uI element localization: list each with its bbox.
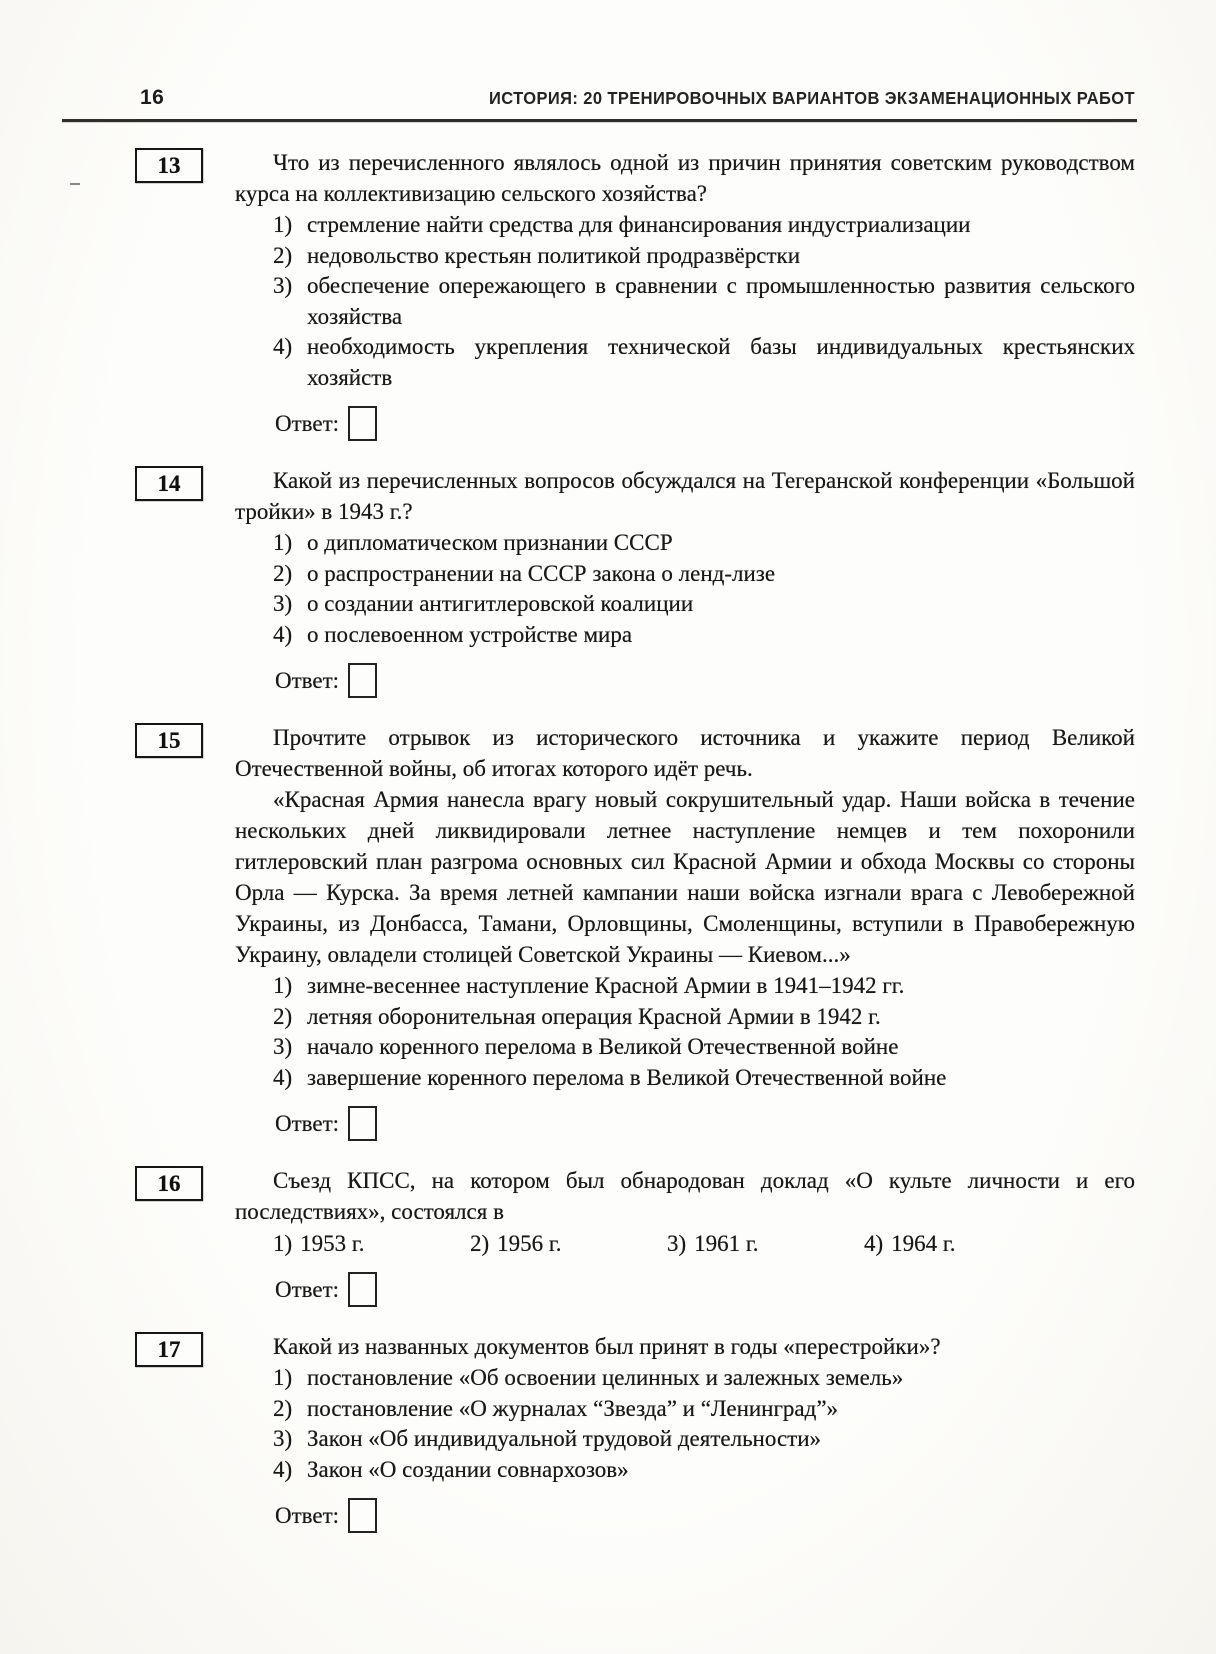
answer-label: Ответ: xyxy=(275,1502,340,1528)
option-text: о создании антигитлеровской коалиции xyxy=(307,591,694,616)
question-17 xyxy=(157,1331,1135,1535)
option-text: обеспечение опережающего в сравнении с промышленностью развития сельского хозяйства xyxy=(307,273,1135,329)
options-list xyxy=(235,1363,1135,1485)
answer-row xyxy=(275,660,1135,700)
answer-box-q14[interactable] xyxy=(348,663,377,698)
option-text: 1953 г. xyxy=(300,1231,365,1256)
option-2 xyxy=(235,1394,1135,1425)
option-3 xyxy=(235,589,1135,620)
scan-artifact xyxy=(70,183,80,185)
question-text: Что из перечисленного являлось одной из причин принятия советским руководством курса на коллективизацию сельского хозяйства? xyxy=(235,150,1135,206)
answer-label: Ответ: xyxy=(275,667,340,693)
option-number: 1) xyxy=(273,1365,293,1390)
answer-row xyxy=(275,403,1135,443)
option-text: о дипломатическом признании СССР xyxy=(307,530,673,555)
option-number: 3) xyxy=(273,273,293,298)
question-text: Съезд КПСС, на котором был обнародован доклад «О культе личности и его последствиях», состоялся в xyxy=(235,1168,1135,1224)
answer-box-q17[interactable] xyxy=(348,1498,377,1533)
option-3 xyxy=(235,1032,1135,1063)
answer-box-q13[interactable] xyxy=(348,406,377,441)
options-list xyxy=(235,971,1135,1093)
question-number-box xyxy=(135,723,203,758)
option-1 xyxy=(235,1363,1135,1394)
option-number: 2) xyxy=(273,1395,293,1421)
option-number: 1) xyxy=(273,212,293,237)
option-1 xyxy=(235,528,1135,559)
option-number: 2) xyxy=(470,1231,490,1256)
question-16 xyxy=(157,1165,1135,1309)
option-4 xyxy=(235,1455,1135,1486)
answer-row xyxy=(275,1103,1135,1143)
option-text: зимне-весеннее наступление Красной Армии в 1941–1942 гг. xyxy=(307,973,905,998)
question-number: 16 xyxy=(157,1171,181,1196)
option-text: Закон «О создании совнархозов» xyxy=(307,1456,629,1482)
option-3 xyxy=(235,271,1135,332)
answer-row xyxy=(275,1269,1135,1309)
question-text: Какой из перечисленных вопросов обсуждался на Тегеранской конференции «Большой тройки» в 1943 г.? xyxy=(235,468,1135,524)
question-number: 13 xyxy=(157,153,181,178)
option-4 xyxy=(235,1063,1135,1094)
answer-box-q16[interactable] xyxy=(348,1272,377,1307)
option-number: 4) xyxy=(273,621,293,647)
option-number: 1) xyxy=(273,1231,293,1256)
options-list xyxy=(235,210,1135,393)
options-row xyxy=(273,1228,1135,1259)
option-text: недовольство крестьян политикой продразвёрстки xyxy=(307,242,801,268)
option-1 xyxy=(235,210,1135,241)
answer-label: Ответ: xyxy=(275,1110,340,1136)
option-text: необходимость укрепления технической базы индивидуальных крестьянских хозяйств xyxy=(307,334,1135,390)
option-number: 2) xyxy=(273,1003,293,1029)
question-14 xyxy=(157,465,1135,700)
option-4 xyxy=(235,332,1135,393)
option-1 xyxy=(235,971,1135,1002)
answer-box-q15[interactable] xyxy=(348,1106,377,1141)
option-number: 2) xyxy=(273,242,293,268)
questions-column xyxy=(157,147,1135,1557)
option-3 xyxy=(235,1424,1135,1455)
option-text: начало коренного перелома в Великой Отечественной войне xyxy=(307,1034,899,1059)
option-text: летняя оборонительная операция Красной Армии в 1942 г. xyxy=(307,1003,881,1029)
option-2 xyxy=(235,559,1135,590)
question-text: Какой из названных документов был принят в годы «перестройки»? xyxy=(273,1334,941,1359)
option-1 xyxy=(273,1228,470,1259)
question-number: 14 xyxy=(157,471,181,496)
option-text: постановление «Об освоении целинных и залежных земель» xyxy=(307,1365,904,1390)
option-2 xyxy=(235,1002,1135,1033)
question-13 xyxy=(157,147,1135,443)
question-number: 17 xyxy=(157,1337,181,1362)
page-header xyxy=(140,86,1135,110)
question-number: 15 xyxy=(157,728,181,753)
option-number: 1) xyxy=(273,530,293,555)
option-number: 3) xyxy=(667,1231,687,1256)
page-number: 16 xyxy=(140,86,165,109)
running-title: ИСТОРИЯ: 20 ТРЕНИРОВОЧНЫХ ВАРИАНТОВ ЭКЗАМЕНАЦИОННЫХ РАБОТ xyxy=(488,89,1135,109)
question-text: Прочтите отрывок из исторического источника и укажите период Великой Отечественной войны, об итогах которого идёт речь. xyxy=(235,725,1135,781)
option-number: 4) xyxy=(864,1231,884,1256)
option-number: 3) xyxy=(273,1034,293,1059)
question-15 xyxy=(157,722,1135,1143)
option-2 xyxy=(470,1228,667,1259)
question-number-box xyxy=(135,466,203,501)
question-number-box xyxy=(135,1166,203,1201)
option-text: стремление найти средства для финансирования индустриализации xyxy=(307,212,971,237)
answer-row xyxy=(275,1495,1135,1535)
option-number: 3) xyxy=(273,591,293,616)
answer-label: Ответ: xyxy=(275,410,340,436)
option-number: 1) xyxy=(273,973,293,998)
option-text: 1961 г. xyxy=(694,1231,759,1256)
option-4 xyxy=(864,1228,956,1259)
option-2 xyxy=(235,241,1135,272)
option-text: о распространении на СССР закона о ленд-лизе xyxy=(307,560,776,586)
options-list xyxy=(235,528,1135,650)
option-text: 1964 г. xyxy=(891,1231,956,1256)
header-rule xyxy=(62,119,1137,122)
option-text: о послевоенном устройстве мира xyxy=(307,621,633,647)
option-number: 4) xyxy=(273,1064,293,1090)
option-4 xyxy=(235,620,1135,651)
option-number: 3) xyxy=(273,1426,293,1451)
option-3 xyxy=(667,1228,864,1259)
option-number: 4) xyxy=(273,334,293,359)
option-number: 4) xyxy=(273,1456,293,1482)
question-number-box xyxy=(135,1332,203,1367)
option-text: Закон «Об индивидуальной трудовой деятельности» xyxy=(307,1426,822,1451)
option-text: завершение коренного перелома в Великой Отечественной войне xyxy=(307,1064,947,1090)
option-text: постановление «О журналах “Звезда” и “Ленинград”» xyxy=(307,1395,839,1421)
answer-label: Ответ: xyxy=(275,1276,340,1302)
option-text: 1956 г. xyxy=(497,1231,562,1256)
question-number-box xyxy=(135,148,203,183)
option-number: 2) xyxy=(273,560,293,586)
source-quote: «Красная Армия нанесла врагу новый сокрушительный удар. Наши войска в течение нескольких дней ликвидировали летнее наступление немцев и тем похоронили гитлеровский план разгрома основных сил Красной Армии и обхода Москвы со стороны Орла — Курска. За время летней кампании наши войска изгнали врага с Левобережной Украины, из Донбасса, Тамани, Орловщины, Смоленщины, вступили в Правобережную Украину, овладели столицей Советской Украины — Киевом...» xyxy=(235,787,1135,967)
